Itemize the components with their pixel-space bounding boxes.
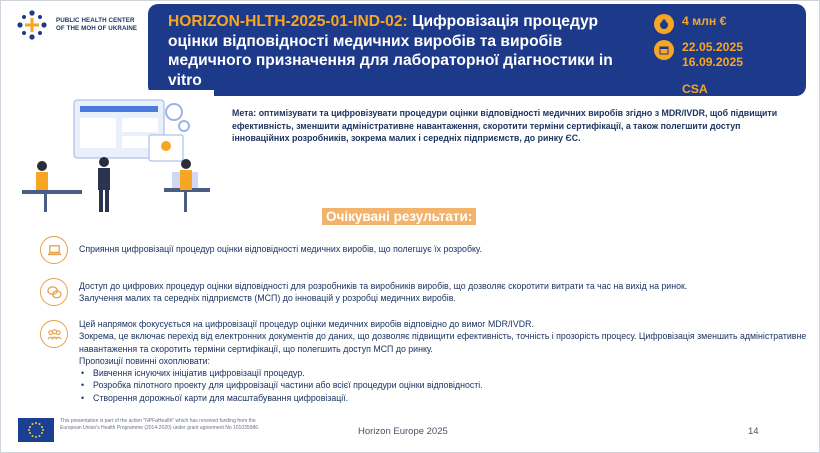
logo-text xyxy=(56,17,137,33)
dates xyxy=(682,40,743,70)
people-group-icon xyxy=(40,320,68,348)
money-bag-icon xyxy=(654,14,674,34)
eu-flag-icon xyxy=(18,418,54,442)
result-item-2-line-2: Залучення малих та середніх підприємств (МСП) до інновацій у розробці медичних виробів. xyxy=(79,293,456,304)
call-code: HORIZON-HLTH-2025-01-IND-02: xyxy=(168,13,408,30)
logo-line-2: OF THE MOH OF UKRAINE xyxy=(56,25,138,32)
calendar-icon xyxy=(654,40,674,60)
result-item-2-line-1: Доступ до цифрових процедур оцінки відповідності для розробників та виробників виробів, що дозволяє скоротити витрати та час на вихід на ринок. xyxy=(79,281,688,291)
result-item-3-line-3: Пропозиції повинні охоплювати: xyxy=(79,355,210,366)
agency: CSA xyxy=(682,82,708,96)
header-banner xyxy=(148,4,806,96)
proposal-bullets xyxy=(79,367,809,404)
bullet-item: • Розробка пілотного проекту для цифровізації частини або всієї процедури оцінки відповідності. xyxy=(93,379,809,391)
budget-row xyxy=(654,14,726,34)
goal-label: Мета: xyxy=(232,108,257,118)
result-item-2 xyxy=(79,280,809,305)
result-item-1: Сприяння цифровізації процедур оцінки відповідності медичних виробів, що полегшує їх розробку. xyxy=(79,244,482,254)
goal-body: оптимізувати та цифровізувати процедури оцінки відповідності медичних виробів згідно з MDR/IVDR, щоб підвищити ефективність, зменшити адміністративне навантаження, скоротити терміни сертифікації, а також полегшити доступ інноваційних розробників, зокрема малих і середніх підприємств, до ринку ЄС. xyxy=(232,108,778,144)
result-item-3-line-1: Цей напрямок фокусується на цифровізації процедур оцінки медичних виробів відповідно до вимог MDR/IVDR. xyxy=(79,319,534,329)
call-title: Цифровізація процедур оцінки відповідності медичних виробів та виробів медичного призначення для лабораторної діагностики in vitro xyxy=(168,13,613,89)
laptop-icon xyxy=(40,236,68,264)
phc-logo xyxy=(14,8,154,42)
goal-text xyxy=(232,107,792,145)
page-number: 14 xyxy=(748,426,759,437)
office-team-illustration xyxy=(14,90,214,218)
date-close: 16.09.2025 xyxy=(682,55,743,69)
page-title xyxy=(168,12,638,90)
snowflake-cross-icon xyxy=(14,7,50,43)
bullet-item: • Створення дорожньої карти для масштабування цифровізації. xyxy=(93,392,809,404)
footer-program: Horizon Europe 2025 xyxy=(358,426,448,437)
funding-note: This presentation is part of the action "NPFaHealth" which has received funding from the European Union's Health Programme (2014-2020) under grant agreement No 101035986. xyxy=(60,418,260,431)
results-heading: Очікувані результати: xyxy=(322,208,476,225)
budget-value: 4 млн € xyxy=(682,14,727,28)
logo-line-1: PUBLIC HEALTH CENTER xyxy=(56,17,135,24)
chat-bubbles-icon xyxy=(40,278,68,306)
result-item-3 xyxy=(79,318,809,404)
bullet-item: • Вивчення існуючих ініціатив цифровізації процедур. xyxy=(93,367,809,379)
dates-row xyxy=(654,40,743,70)
result-item-3-line-2: Зокрема, це включає перехід від електронних документів до даних, що дозволяє підвищити ефективність, точність і прозорість процесу. Цифровізація зменшить адміністративне навантаження та скоротить терміни сертифікації, що полегшить доступ МСП до ринку. xyxy=(79,331,807,354)
date-open: 22.05.2025 xyxy=(682,40,743,54)
